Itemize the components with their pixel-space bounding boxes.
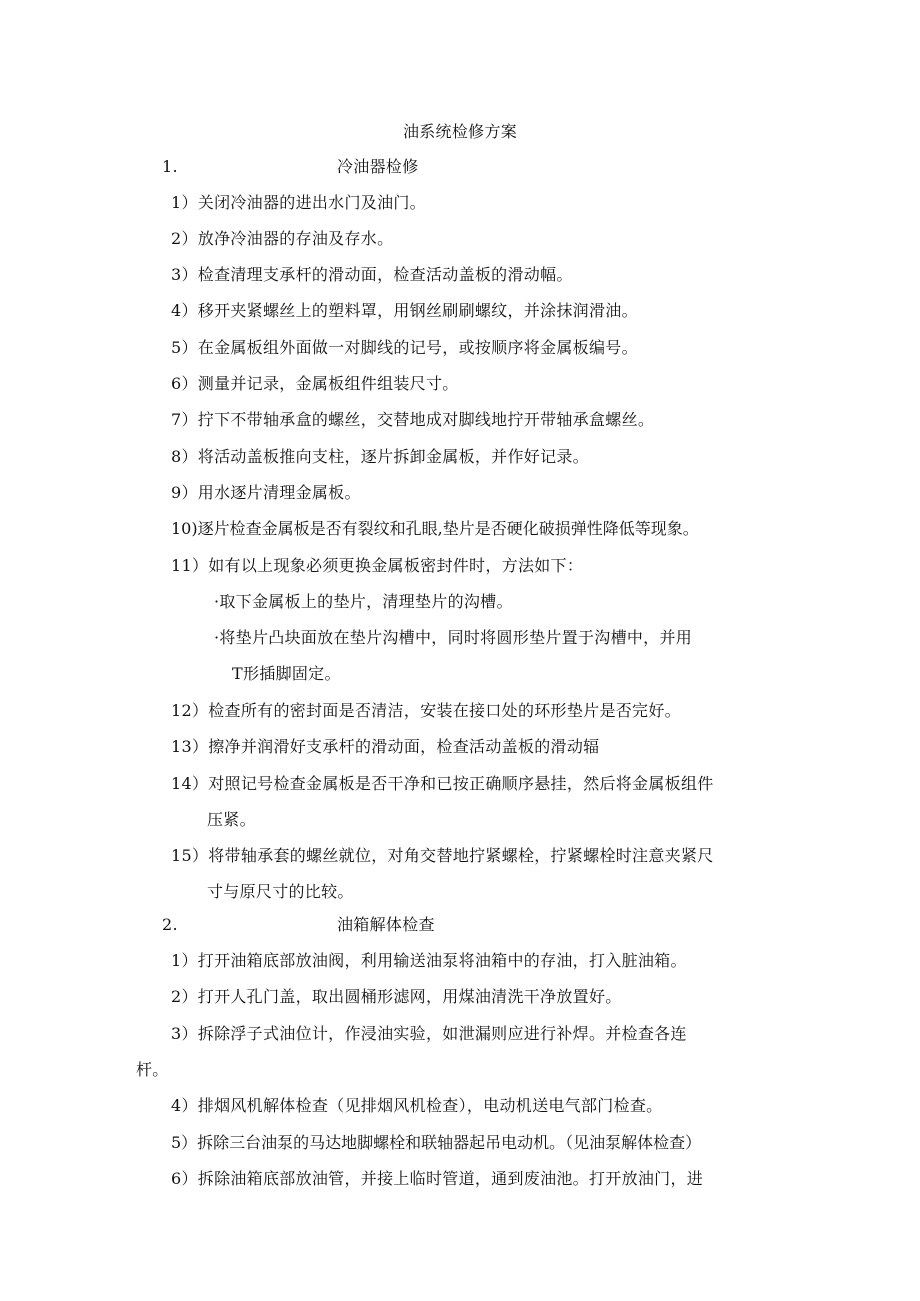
list-item: 14）对照记号检查金属板是否干净和已按正确顺序悬挂，然后将金属板组件 <box>171 774 714 793</box>
section-1-heading: 冷油器检修 <box>337 157 419 176</box>
list-item: 13）擦净并润滑好支承杆的滑动面，检查活动盖板的滑动辐 <box>171 737 600 756</box>
section-1-number: 1. <box>162 157 178 176</box>
list-item: 7）拧下不带轴承盒的螺丝，交替地成对脚线地拧开带轴承盒螺丝。 <box>171 410 655 429</box>
list-item: 6）拆除油箱底部放油管，并接上临时管道，通到废油池。打开放油门，进 <box>171 1169 704 1188</box>
list-item: 9）用水逐片清理金属板。 <box>171 483 361 502</box>
list-item-continuation: 压紧。 <box>207 810 256 829</box>
list-item: 15）将带轴承套的螺丝就位，对角交替地拧紧螺栓，拧紧螺栓时注意夹紧尺 <box>171 846 714 865</box>
list-item: 1）打开油箱底部放油阀，利用输送油泵将油箱中的存油，打入脏油箱。 <box>171 951 687 970</box>
sub-list-item: ·将垫片凸块面放在垫片沟槽中，同时将圆形垫片置于沟槽中，并用 <box>214 628 693 647</box>
list-item: 4）移开夹紧螺丝上的塑料罩，用钢丝刷刷螺纹，并涂抹润滑油。 <box>171 301 638 320</box>
list-item: 12）检查所有的密封面是否清洁，安装在接口处的环形垫片是否完好。 <box>171 701 681 720</box>
sub-list-item: ·取下金属板上的垫片，清理垫片的沟槽。 <box>214 592 513 611</box>
section-2-number: 2. <box>162 915 178 934</box>
list-item: 11）如有以上现象必须更换金属板密封件时，方法如下： <box>171 556 584 575</box>
list-item: 3）检查清理支承杆的滑动面，检查活动盖板的滑动幅。 <box>171 265 573 284</box>
list-item: 3）拆除浮子式油位计，作浸油实验，如泄漏则应进行补焊。并检查各连 <box>171 1024 687 1043</box>
section-2-heading: 油箱解体检查 <box>337 915 435 934</box>
list-item: 4）排烟风机解体检查（见排烟风机检查），电动机送电气部门检查。 <box>171 1096 663 1115</box>
list-item: 2）打开人孔门盖，取出圆桶形滤网，用煤油清洗干净放置好。 <box>171 987 622 1006</box>
list-item: 2）放净冷油器的存油及存水。 <box>171 229 394 248</box>
list-item: 1）关闭冷油器的进出水门及油门。 <box>171 193 426 212</box>
list-item-continuation: 寸与原尺寸的比较。 <box>207 882 354 901</box>
list-item: 10)逐片检查金属板是否有裂纹和孔眼,垫片是否硬化破损弹性降低等现象。 <box>171 519 699 538</box>
sub-list-item-continuation: T形插脚固定。 <box>232 664 341 683</box>
list-item: 5）拆除三台油泵的马达地脚螺栓和联轴器起吊电动机。（见油泵解体检查） <box>171 1133 702 1152</box>
list-item: 6）测量并记录，金属板组件组装尺寸。 <box>171 374 459 393</box>
page-title: 油系统检修方案 <box>402 122 518 141</box>
list-item: 5）在金属板组外面做一对脚线的记号，或按顺序将金属板编号。 <box>171 338 638 357</box>
list-item: 8）将活动盖板推向支柱，逐片拆卸金属板，并作好记录。 <box>171 447 589 466</box>
list-item-continuation: 杆。 <box>136 1060 169 1079</box>
